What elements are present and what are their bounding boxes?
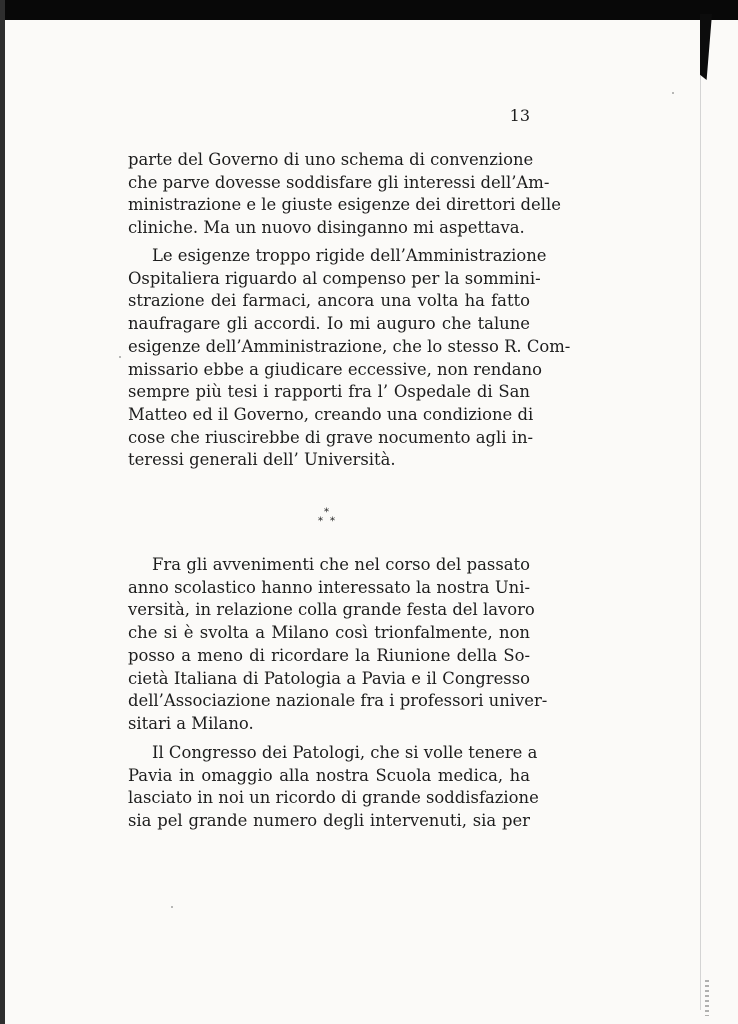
scan-corner-mark [700, 14, 712, 80]
text-line: parte del Governo di uno schema di convenzione [128, 150, 534, 169]
text-line: che parve dovesse soddisfare gli interessi dell’Am- [128, 172, 550, 192]
text-line: sia pel grande numero degli intervenuti, sia per [128, 811, 530, 831]
text-line: cietà Italiana di Patologia a Pavia e il Congresso [128, 668, 530, 688]
section-separator [316, 508, 340, 530]
separator-asterisk: * [330, 516, 335, 527]
page-right-edge [700, 20, 701, 1010]
text-line: esigenze dell’Amministrazione, che lo stesso R. Com- [128, 336, 571, 356]
paragraph-4 [128, 742, 539, 833]
text-line: Il Congresso dei Patologi, che si volle tenere a [152, 743, 538, 762]
text-line: posso a meno di ricordare la Riunione della So- [128, 645, 530, 665]
scan-top-border [0, 0, 738, 20]
paragraph-1 [128, 149, 561, 240]
text-line: Le esigenze troppo rigide dell’Amministrazione [152, 246, 547, 265]
separator-asterisk: * [318, 516, 323, 527]
text-line: che si è svolta a Milano così trionfalmente, non [128, 623, 530, 643]
text-line: Fra gli avvenimenti che nel corso del passato [152, 555, 530, 574]
text-line: Ospitaliera riguardo al compenso per la sommini- [128, 268, 541, 288]
text-line: Matteo ed il Governo, creando una condizione di [128, 404, 534, 424]
paragraph-3 [128, 554, 548, 736]
page-number: 13 [509, 106, 530, 125]
scan-edge-specks [705, 980, 709, 1016]
text-line: dell’Associazione nazionale fra i professori univer- [128, 691, 548, 711]
text-line: anno scolastico hanno interessato la nostra Uni- [128, 577, 530, 597]
text-line: cliniche. Ma un nuovo disinganno mi aspettava. [128, 218, 525, 238]
text-line: sempre più tesi i rapporti fra l’ Ospedale di San [128, 382, 530, 402]
text-line: missario ebbe a giudicare eccessive, non rendano [128, 359, 543, 379]
text-line: sitari a Milano. [128, 713, 254, 733]
text-line: lasciato in noi un ricordo di grande soddisfazione [128, 788, 539, 808]
separator-asterisk: * [324, 507, 329, 518]
text-line: naufragare gli accordi. Io mi auguro che talune [128, 314, 530, 334]
text-line: Pavia in omaggio alla nostra Scuola medica, ha [128, 765, 530, 785]
text-line: strazione dei farmaci, ancora una volta ha fatto [128, 291, 530, 311]
scan-speck [171, 906, 173, 908]
text-line: versità, in relazione colla grande festa del lavoro [128, 600, 535, 620]
text-line: cose che riuscirebbe di grave nocumento agli in- [128, 427, 534, 447]
paragraph-2 [128, 245, 571, 472]
scan-speck [119, 356, 121, 358]
text-line: teressi generali dell’ Università. [128, 450, 396, 470]
text-line: ministrazione e le giuste esigenze dei direttori delle [128, 195, 561, 215]
scan-speck [672, 92, 674, 94]
scan-left-edge [0, 0, 5, 1024]
